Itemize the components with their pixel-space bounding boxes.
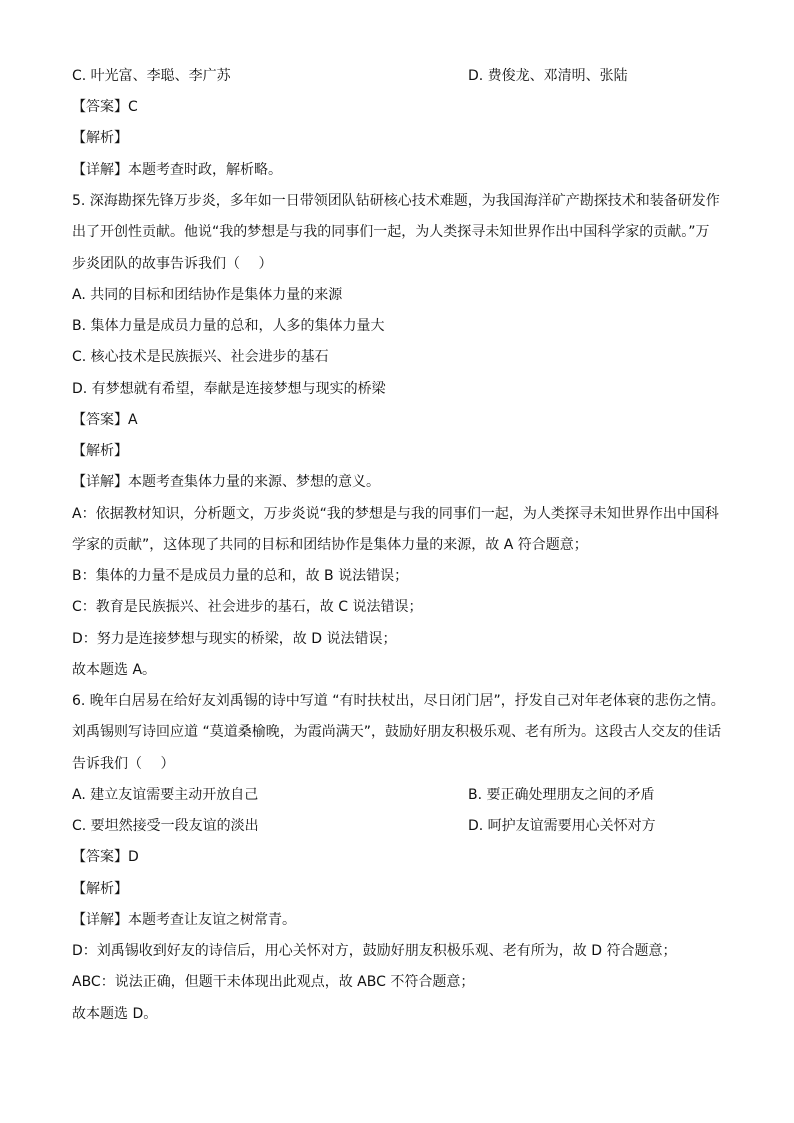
- q5-option-b: B. 集体力量是成员力量的总和，人多的集体力量大: [72, 318, 385, 334]
- q5-option-a: A. 共同的目标和团结协作是集体力量的来源: [72, 287, 343, 303]
- q6-explain-abc: ABC：说法正确，但题干未体现出此观点，故 ABC 不符合题意；: [72, 974, 475, 990]
- q4-answer: 【答案】C: [72, 99, 138, 115]
- q6-option-d: D. 呵护友谊需要用心关怀对方: [468, 818, 656, 834]
- q5-explain-c: C：教育是民族振兴、社会进步的基石，故 C 说法错误；: [72, 599, 423, 615]
- q5-answer: 【答案】A: [72, 412, 138, 428]
- q4-option-d: D. 费俊龙、邓清明、张陆: [468, 68, 628, 84]
- q6-conclusion: 故本题选 D。: [72, 1006, 158, 1022]
- q4-detail: 【详解】本题考查时政，解析略。: [72, 162, 282, 178]
- q6-stem-line-1: 6. 晚年白居易在给好友刘禹锡的诗中写道 “有时扶杖出，尽日闭门居”，抒发自己对年老体衰的悲伤之情。: [72, 693, 725, 709]
- q6-analysis-heading: 【解析】: [72, 881, 128, 897]
- q5-explain-a-line-2: 学家的贡献”，这体现了共同的目标和团结协作是集体力量的来源，故 A 符合题意；: [72, 537, 588, 553]
- q6-option-c: C. 要坦然接受一段友谊的淡出: [72, 818, 259, 834]
- q5-stem-line-2: 出了开创性贡献。他说“我的梦想是与我的同事们一起，为人类探寻未知世界作出中国科学家的贡献。”万: [72, 224, 710, 240]
- q4-option-c: C. 叶光富、李聪、李广苏: [72, 68, 231, 84]
- q6-stem-line-3: 告诉我们（ ）: [72, 756, 175, 772]
- q5-stem-line-3: 步炎团队的故事告诉我们（ ）: [72, 256, 273, 272]
- q5-explain-a-line-1: A：依据教材知识，分析题文，万步炎说“我的梦想是与我的同事们一起，为人类探寻未知世界作出中国科: [72, 506, 719, 522]
- q5-conclusion: 故本题选 A。: [72, 662, 157, 678]
- q6-options-cd: [72, 816, 656, 836]
- q5-stem-line-1: 5. 深海勘探先锋万步炎，多年如一日带领团队钻研核心技术难题，为我国海洋矿产勘探技术和装备研发作: [72, 193, 720, 209]
- q5-explain-b: B：集体的力量不是成员力量的总和，故 B 说法错误；: [72, 568, 409, 584]
- q5-analysis-heading: 【解析】: [72, 443, 128, 459]
- q4-options-cd: [72, 66, 628, 86]
- q5-explain-d: D：努力是连接梦想与现实的桥梁，故 D 说法错误；: [72, 631, 397, 647]
- q6-answer: 【答案】D: [72, 849, 139, 865]
- q6-detail: 【详解】本题考查让友谊之树常青。: [72, 912, 296, 928]
- q5-detail: 【详解】本题考查集体力量的来源、梦想的意义。: [72, 474, 380, 490]
- q6-option-b: B. 要正确处理朋友之间的矛盾: [468, 787, 655, 803]
- q5-option-d: D. 有梦想就有希望，奉献是连接梦想与现实的桥梁: [72, 381, 386, 397]
- q4-analysis-heading: 【解析】: [72, 130, 128, 146]
- q6-stem-line-2: 刘禹锡则写诗回应道 “莫道桑榆晚，为霞尚满天”，鼓励好朋友积极乐观、老有所为。这段古人交友的佳话: [72, 724, 721, 740]
- q6-explain-d: D：刘禹锡收到好友的诗信后，用心关怀对方，鼓励好朋友积极乐观、老有所为，故 D 符合题意；: [72, 943, 677, 959]
- q6-options-ab: [72, 785, 655, 805]
- q5-option-c: C. 核心技术是民族振兴、社会进步的基石: [72, 349, 329, 365]
- q6-option-a: A. 建立友谊需要主动开放自己: [72, 787, 259, 803]
